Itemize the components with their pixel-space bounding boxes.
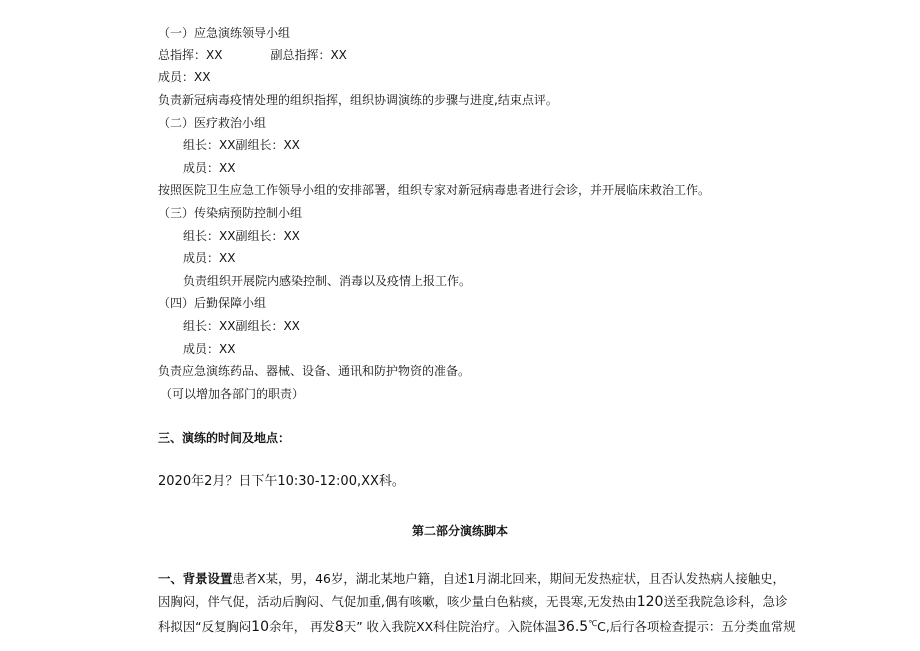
group2-leaders: 组长：XX副组长：XX [183, 138, 300, 152]
group1-members: 成员：XX [158, 70, 211, 84]
group1-leaders [158, 47, 347, 63]
group3-title: （三）传染病预防控制小组 [158, 206, 303, 220]
group1-title: （一）应急演练领导小组 [158, 26, 291, 40]
paragraph-line-1: 一、背景设置患者X某，男，46岁，湖北某地户籍，自述1月湖北回来，期间无发热症状，且否认发热病人接触史， [158, 571, 785, 586]
paragraph-line-2: 因胸闷，伴气促，活动后胸闷、气促加重,偶有咳嗽，咳少量白色粘痰，无畏寒,无发热由120送至我院急诊科，急诊 [158, 593, 788, 610]
group4-members: 成员：XX [183, 342, 236, 356]
group4-title: （四）后勤保障小组 [158, 296, 267, 310]
group2-duty: 按照医院卫生应急工作领导小组的安排部署，组织专家对新冠病毒患者进行会诊，并开展临床救治工作。 [158, 183, 711, 197]
paragraph-line-3: 科拟因“反复胸闷10余年， 再发8天” 收入我院XX科住院治疗。入院体温36.5℃C,后行各项检查提示：五分类血常规 [158, 619, 796, 636]
group3-leaders: 组长：XX副组长：XX [183, 229, 300, 243]
group3-duty: 负责组织开展院内感染控制、消毒以及疫情上报工作。 [183, 274, 472, 288]
group4-duty: 负责应急演练药品、器械、设备、通讯和防护物资的准备。 [158, 364, 471, 378]
departments-note: （可以增加各部门的职责） [160, 387, 305, 401]
group4-leaders: 组长：XX副组长：XX [183, 319, 300, 333]
group2-title: （二）医疗救治小组 [158, 116, 267, 130]
group2-members: 成员：XX [183, 161, 236, 175]
background-heading: 一、背景设置 [158, 571, 233, 586]
group1-commander: 总指挥：XX [158, 48, 223, 62]
background-paragraph [158, 568, 796, 636]
section3-heading: 三、演练的时间及地点： [158, 431, 291, 445]
group1-duty: 负责新冠病毒疫情处理的组织指挥，组织协调演练的步骤与进度,结束点评。 [158, 93, 558, 107]
group3-members: 成员：XX [183, 251, 236, 265]
group1-vice-commander: 副总指挥：XX [270, 48, 347, 62]
drill-datetime: 2020年2月？日下午10:30-12:00,XX科。 [158, 474, 405, 489]
part2-title: 第二部分演练脚本 [411, 524, 508, 538]
